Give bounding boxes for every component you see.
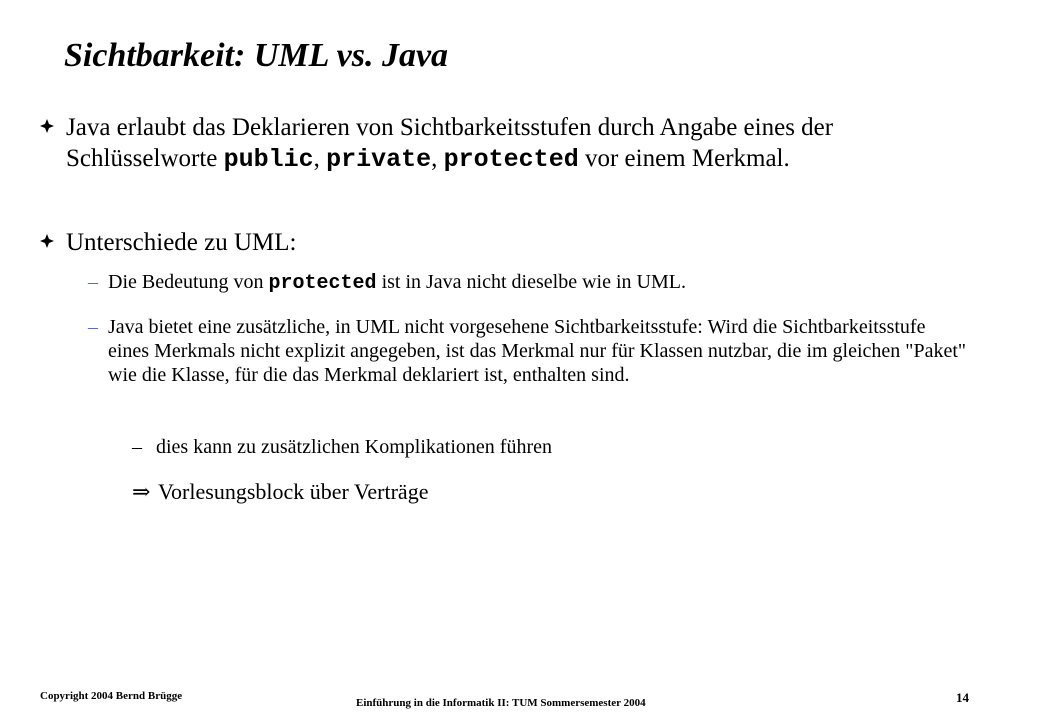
footer-course: Einführung in die Informatik II: TUM Sommersemester 2004: [356, 697, 646, 709]
slide-title: Sichtbarkeit: UML vs. Java: [64, 37, 449, 74]
implies-arrow-icon: ⇒: [132, 479, 151, 504]
sub-item-package-visibility: [88, 315, 968, 387]
separator: ,: [431, 145, 444, 172]
footer-copyright: Copyright 2004 Bernd Brügge: [40, 690, 183, 702]
diamond-bullet-icon: [40, 234, 54, 248]
sub-text-part: ist in Java nicht dieselbe wie in UML.: [376, 271, 686, 293]
page-number: 14: [956, 690, 969, 705]
separator: ,: [313, 145, 327, 172]
keyword-public: public: [223, 145, 314, 174]
keyword-protected: protected: [443, 145, 579, 174]
bullet-text-part: vor einem Merkmal.: [578, 145, 790, 172]
dash-marker: –: [88, 271, 98, 293]
conclusion-line: [132, 478, 428, 506]
bullet-differences: [40, 227, 970, 258]
bullet-java-visibility: [40, 112, 970, 175]
dash-marker: –: [132, 436, 142, 458]
dash-marker: –: [88, 316, 98, 338]
conclusion-text: Vorlesungsblock über Verträge: [158, 479, 429, 504]
sub-item-text: Java bietet eine zusätzliche, in UML nicht vorgesehene Sichtbarkeitsstufe: Wird die Sichtbarkeitsstufe eines Merkmals nicht explizit angegeben, ist das Merkmal nur für Klassen nutzbar, die im gleichen "Paket" wie die Klasse, für die das Merkmal deklariert ist, enthalten sind.: [108, 316, 967, 386]
sub-item-text: [108, 270, 968, 296]
sub-item-protected-meaning: [88, 270, 968, 296]
sub-text-part: Die Bedeutung von: [108, 271, 269, 293]
sub-sub-item-text: dies kann zu zusätzlichen Komplikationen führen: [156, 436, 552, 458]
diamond-bullet-icon: [40, 119, 54, 133]
keyword-private: private: [326, 145, 432, 174]
bullet-text: [66, 112, 970, 175]
bullet-text: Unterschiede zu UML:: [66, 229, 297, 256]
bullet-text-part: Java erlaubt das Deklarieren von Sichtbarkeitsstufen durch Angabe eines der Schlüsselworte: [66, 114, 834, 172]
keyword-protected: protected: [268, 272, 377, 295]
sub-sub-item-complications: [132, 434, 832, 460]
